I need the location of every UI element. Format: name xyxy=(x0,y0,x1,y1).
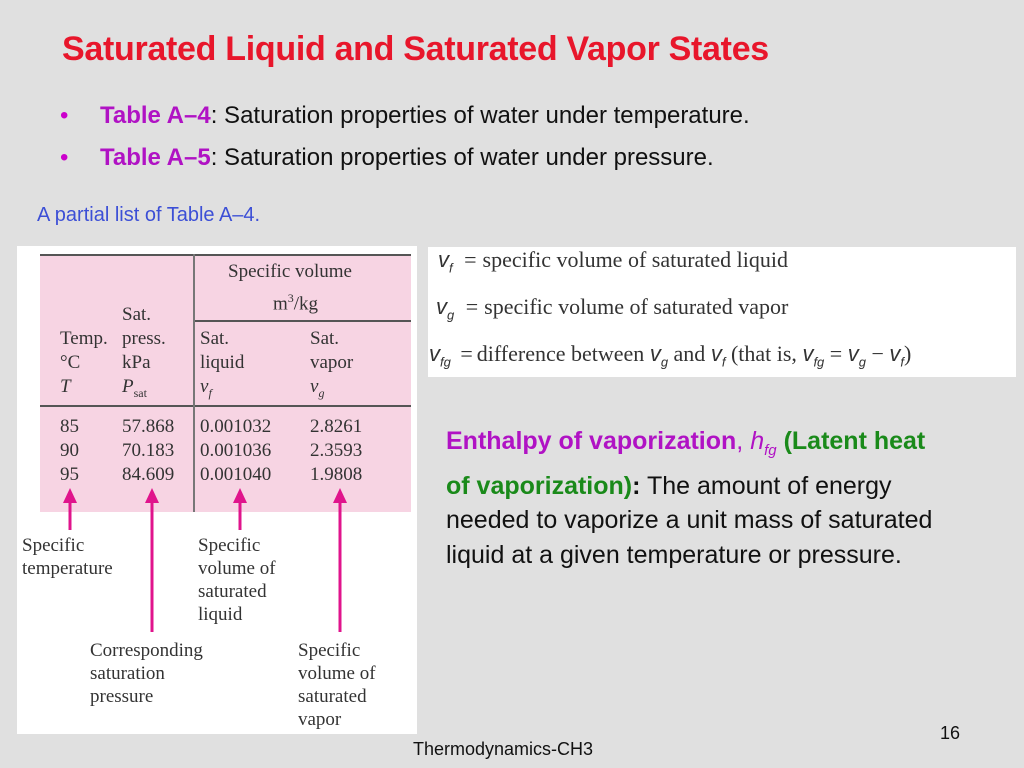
table-cell: 70.183 xyxy=(122,440,175,461)
col-press-header: Sat. press. kPa $P_{sat}$ xyxy=(122,304,166,400)
annotation-saturation-pressure: Corresponding saturation pressure xyxy=(90,640,203,707)
bullet-key: Table A–4 xyxy=(100,102,211,129)
definition-vf: $v_f$ = specific volume of saturated liquid xyxy=(438,247,789,276)
table-cell: 2.8261 xyxy=(310,416,363,437)
annotation-specific-temperature: Specific temperature xyxy=(22,535,113,579)
table-cell: 85 xyxy=(60,416,79,437)
arrow-temp-head xyxy=(63,488,77,503)
col-temp-header: Temp. °C T xyxy=(60,328,108,397)
enthalpy-definition: Enthalpy of vaporization, $h_{fg}$ (Latent heat of vaporization): The amount of energy needed to vaporize a unit mass of saturated liquid at a given temperature or pressure. xyxy=(446,427,933,569)
arrow-press-head xyxy=(145,488,159,503)
arrow-liquid-head xyxy=(233,488,247,503)
bullet-dot: • xyxy=(60,144,69,171)
slide-title: Saturated Liquid and Saturated Vapor States xyxy=(62,30,769,68)
latent-heat-term: (Latent heat of vaporization) xyxy=(446,427,926,500)
bullet-text: : Saturation properties of water under temperature. xyxy=(210,102,750,129)
col-liquid-header: Sat. liquid $v_f$ xyxy=(200,328,245,400)
annotation-specific-volume-vapor: Specific volume of saturated vapor xyxy=(298,640,376,730)
table-cell: 0.001032 xyxy=(200,416,272,437)
page-number: 16 xyxy=(940,723,961,743)
table-cell: 0.001036 xyxy=(200,440,272,461)
col-vapor-header: Sat. vapor $v_g$ xyxy=(310,328,354,400)
table-cell: 0.001040 xyxy=(200,464,272,485)
table-cell: 90 xyxy=(60,440,79,461)
annotation-specific-volume-liquid: Specific volume of saturated liquid xyxy=(198,535,276,625)
table-cell: 95 xyxy=(60,464,79,485)
definition-vg: $v_g$ = specific volume of saturated vapor xyxy=(436,294,789,323)
header-specific-volume: Specific volume xyxy=(228,261,352,282)
table-cell: 2.3593 xyxy=(310,440,363,461)
definition-vfg: $v_{fg}$ = difference between $v_g$ and $v_f$ (that is, $v_{fg} = v_g - v_f$) xyxy=(429,341,912,370)
table-cell: 1.9808 xyxy=(310,464,363,485)
bullet-text: : Saturation properties of water under pressure. xyxy=(210,144,714,171)
enthalpy-description: The amount of energy needed to vaporize a unit mass of saturated liquid at a given temperature or pressure. xyxy=(446,471,933,569)
figure-caption: A partial list of Table A–4. xyxy=(37,204,261,226)
header-unit: $m^3/kg$ xyxy=(273,291,319,315)
arrow-vapor-head xyxy=(333,488,347,503)
footer-text: Thermodynamics-CH3 xyxy=(413,739,594,759)
bullet-key: Table A–5 xyxy=(100,144,211,171)
enthalpy-term: Enthalpy of vaporization xyxy=(446,427,737,455)
table-cell: 57.868 xyxy=(122,416,175,437)
table-cell: 84.609 xyxy=(122,464,175,485)
bullet-dot: • xyxy=(60,102,69,129)
